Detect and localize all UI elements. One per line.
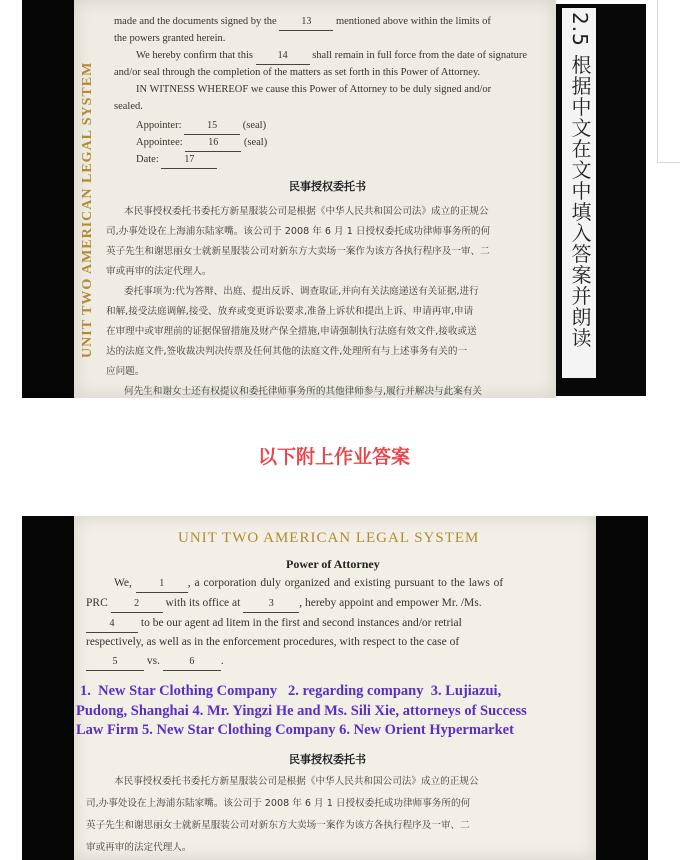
top-line-2: the powers granted herein. — [114, 33, 226, 44]
top-line-1: made and the documents signed by the 13 mentioned above within the limits of — [114, 13, 491, 31]
bottom-zh-line-2: 司,办事处设在上海浦东陆家嘴。该公司于 2008 年 6 月 1 日授权委托成功律师事务所的何 — [86, 798, 471, 809]
side-panel-edge — [657, 0, 680, 163]
power-of-attorney-title: Power of Attorney — [286, 557, 380, 571]
answer-line-3: Law Firm 5. New Star Clothing Company 6. New Orient Hypermarket — [76, 722, 514, 738]
blank-16: 16 — [185, 134, 241, 152]
answer-line-1: 1. New Star Clothing Company 2. regarding company 3. Lujiazui, — [80, 683, 502, 699]
blank-14: 14 — [256, 47, 310, 65]
blank-3: 3 — [243, 595, 299, 613]
bottom-unit-title: UNIT TWO AMERICAN LEGAL SYSTEM — [178, 530, 480, 546]
top-zh-line-8: 达的法庭文件,签收裁决判决传票及任何其他的法庭文件,处理所有与上述事务有关的一 — [106, 346, 468, 357]
top-left-black-border — [22, 0, 74, 398]
bottom-left-black-border — [22, 516, 74, 860]
blank-1: 1 — [136, 575, 188, 593]
top-line-3: We hereby confirm that this 14 shall remain in full force from the date of signature — [136, 47, 527, 65]
appointer-row: Appointer: 15 (seal) — [136, 117, 266, 135]
bottom-zh-line-4: 审或再审的法定代理人。 — [86, 842, 192, 853]
top-zh-line-1: 本民事授权委托书委托方新星服装公司是根据《中华人民共和国公司法》成立的正规公 — [124, 206, 489, 217]
top-zh-line-7: 在审理中或审理前的证据保留措施及财产保全措施,申请强制执行法庭有效文件,接收或送 — [106, 326, 477, 337]
bottom-right-black-border — [596, 516, 648, 860]
top-line-6: sealed. — [114, 101, 143, 112]
appointee-row: Appointee: 16 (seal) — [136, 134, 267, 152]
blank-17: 17 — [161, 151, 217, 169]
top-zh-line-3: 英子先生和谢思丽女士就新星服装公司对新东方大卖场一案作为该方各执行程序及一审、二 — [106, 246, 490, 257]
bottom-zh-line-1: 本民事授权委托书委托方新星服装公司是根据《中华人民共和国公司法》成立的正规公 — [114, 776, 479, 787]
side-caption-zh: 2.5 根据中文在文中填入答案并朗读 — [568, 12, 592, 349]
date-row: Date: 17 — [136, 151, 217, 169]
top-zh-line-2: 司,办事处设在上海浦东陆家嘴。该公司于 2008 年 6 月 1 日授权委托成功律师事务所的何 — [106, 226, 491, 237]
blank-2: 2 — [111, 595, 163, 613]
top-line-4: and/or seal through the completion of the matters as set forth in this Power of Attorney. — [114, 67, 481, 78]
blank-15: 15 — [184, 117, 240, 135]
top-zh-line-4: 审或再审的法定代理人。 — [106, 266, 212, 277]
top-zh-line-9: 应问题。 — [106, 366, 145, 377]
top-zh-line-10: 何先生和谢女士还有权提议和委托律师事务所的其他律师参与,履行并解决与此案有关 — [124, 386, 483, 397]
blank-6: 6 — [163, 653, 221, 671]
answers-attached-label: 以下附上作业答案 — [258, 446, 411, 468]
top-zh-title: 民事授权委托书 — [289, 180, 366, 193]
bottom-zh-line-3: 英子先生和谢思丽女士就新星服装公司对新东方大卖场一案作为该方各执行程序及一审、二 — [86, 820, 470, 831]
blank-4: 4 — [86, 615, 138, 633]
poa-line-3: 4 to be our agent ad litem in the first and second instances and/or retrial — [86, 615, 462, 633]
poa-line-5: 5 vs. 6 . — [86, 653, 224, 671]
poa-line-2: PRC 2 with its office at 3 , hereby appoint and empower Mr. /Ms. — [86, 595, 482, 613]
blank-5: 5 — [86, 653, 144, 671]
top-zh-line-6: 和解,接受法庭调解,接受、放弃或变更诉讼要求,准备上诉状和提出上诉、申请再审,申请 — [106, 306, 474, 317]
top-zh-line-5: 委托事项为:代为答辩、出庭、提出反诉、调查取证,并向有关法庭递送有关证据,进行 — [124, 286, 479, 297]
top-line-5: IN WITNESS WHEREOF we cause this Power of Attorney to be duly signed and/or — [136, 84, 492, 95]
bottom-zh-title: 民事授权委托书 — [289, 753, 366, 766]
poa-line-1: We, 1 , a corporation duly organized and existing pursuant to the laws of — [114, 575, 503, 593]
answer-line-2: Pudong, Shanghai 4. Mr. Yingzi He and Ms. Sili Xie, attorneys of Success — [76, 703, 527, 719]
side-unit-title: UNIT TWO AMERICAN LEGAL SYSTEM — [80, 61, 95, 358]
poa-line-4: respectively, as well as in the enforcement procedures, with respect to the case of — [86, 636, 460, 648]
blank-13: 13 — [279, 13, 333, 31]
